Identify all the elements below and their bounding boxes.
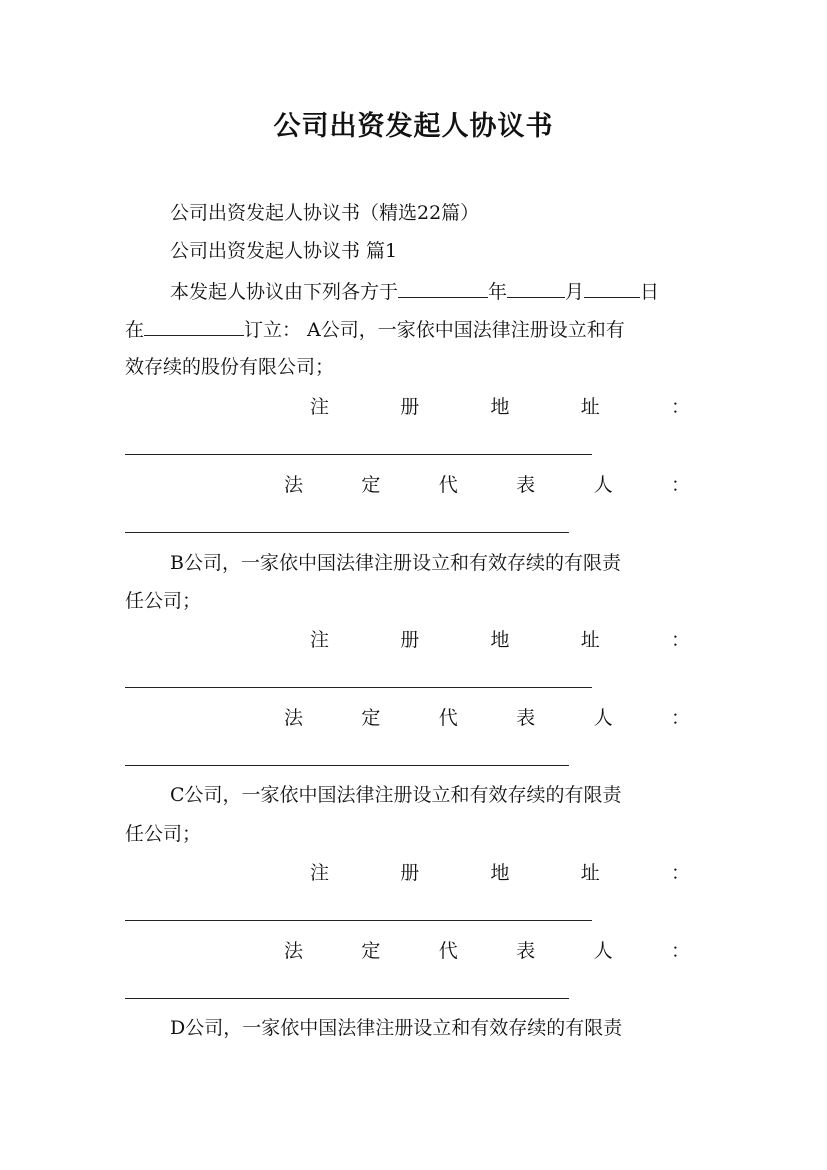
month-label: 月 [565,281,585,303]
address-char: ： [670,862,690,884]
rep-char: 表 [516,474,536,496]
address-char: 册 [400,862,420,884]
address-char: 地 [490,862,510,884]
address-char: ： [670,629,690,651]
address-char: 册 [400,396,420,418]
address-label-a [310,394,690,420]
rep-char: 定 [361,474,381,496]
rep-char: 定 [361,707,381,729]
address-char: 址 [580,629,600,651]
address-char: 址 [580,396,600,418]
address-blank-line-b [125,687,592,688]
rep-char: ： [670,940,690,962]
address-label-b [310,627,690,653]
address-char: 地 [490,396,510,418]
day-blank [584,277,640,298]
company-c-line-2: 任公司； [125,823,202,845]
company-b-line-2: 任公司； [125,590,202,612]
rep-blank-line-a [125,532,569,533]
day-label: 日 [640,281,660,303]
rep-char: 代 [438,474,458,496]
subtitle: 公司出资发起人协议书（精选22篇） [170,202,480,224]
rep-char: 人 [593,940,613,962]
place-label: 在 [125,319,145,341]
chapter-heading: 公司出资发起人协议书 篇1 [170,240,398,262]
company-b-line-1: B公司，一家依中国法律注册设立和有效存续的有限责 [170,552,621,574]
rep-label-a [284,472,690,498]
rep-char: ： [670,474,690,496]
intro-line-3: 效存续的股份有限公司； [125,356,335,378]
rep-char: 表 [516,707,536,729]
rep-label-c [284,938,690,964]
address-label-c [310,860,690,886]
document-title: 公司出资发起人协议书 [273,111,554,142]
rep-char: 人 [593,707,613,729]
intro-line-2-rest: 订立： A公司，一家依中国法律注册设立和有 [244,319,625,341]
rep-label-b [284,705,690,731]
address-char: 址 [580,862,600,884]
address-char: 注 [310,629,330,651]
intro-start: 本发起人协议由下列各方于 [170,281,399,303]
address-char: 注 [310,396,330,418]
month-blank [507,277,565,298]
address-blank-line-c [125,920,592,921]
intro-line-1 [170,277,659,305]
address-blank-line-a [125,454,592,455]
intro-line-2 [125,315,625,343]
rep-char: 人 [593,474,613,496]
company-d-line-1: D公司，一家依中国法律注册设立和有效存续的有限责 [170,1017,623,1039]
address-char: ： [670,396,690,418]
rep-char: 法 [284,707,304,729]
company-c-line-1: C公司，一家依中国法律注册设立和有效存续的有限责 [170,784,622,806]
address-char: 注 [310,862,330,884]
rep-char: 法 [284,940,304,962]
rep-blank-line-b [125,765,569,766]
year-blank [398,277,488,298]
place-blank [144,315,244,336]
rep-char: 表 [516,940,536,962]
rep-char: 代 [438,707,458,729]
address-char: 册 [400,629,420,651]
rep-char: 代 [438,940,458,962]
rep-char: 法 [284,474,304,496]
rep-char: ： [670,707,690,729]
address-char: 地 [490,629,510,651]
rep-char: 定 [361,940,381,962]
year-label: 年 [488,281,508,303]
rep-blank-line-c [125,998,569,999]
